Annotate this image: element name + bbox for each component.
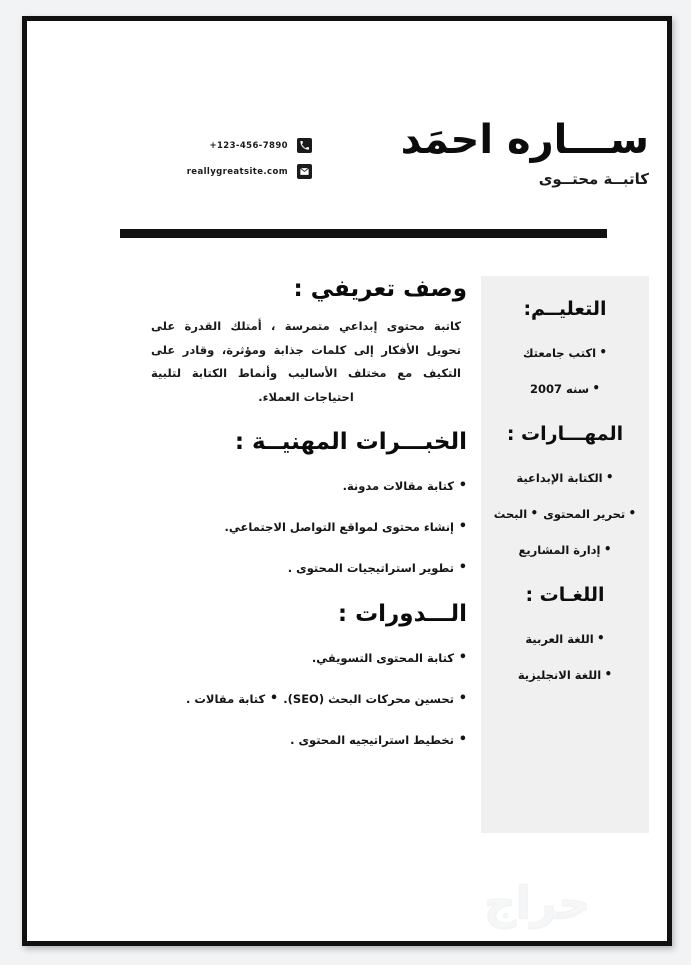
sidebar-section-education [491,298,639,397]
list-item: • إدارة المشاريع [519,543,612,558]
contact-phone-text: +123-456-7890 [209,140,288,151]
heading-experience: الخبـــرات المهنيــة : [234,429,467,456]
courses-list [145,647,467,748]
section-summary [145,276,467,409]
list-item: • تخطيط استراتيجيه المحتوى . [290,732,467,748]
contact-phone-row [162,138,312,153]
list-item: • اللغة الانجليزية [518,668,612,683]
sidebar-heading-education: التعليــم: [523,298,607,320]
resume-page [27,21,667,941]
name-block [319,119,649,188]
resume-body [27,236,667,941]
watermark-text: حراج [484,878,590,929]
main-column [145,276,467,760]
candidate-job-title: كاتبــة محتــوى [538,170,649,188]
languages-list [491,628,639,683]
education-list [491,342,639,397]
contact-website-text: reallygreatsite.com [186,166,288,177]
list-item: • تحسين محركات البحث (SEO). [283,691,467,707]
list-item: • البحث [494,507,538,522]
envelope-icon [297,164,312,179]
section-experience [145,429,467,576]
sidebar-section-skills [491,423,639,558]
sidebar-heading-skills: المهـــارات : [506,422,624,445]
skills-list [491,467,639,558]
sidebar-heading-languages: اللغـات : [525,583,605,606]
contact-info-block [162,138,312,190]
list-item: • اللغة العربية [525,632,604,647]
sidebar-panel [481,276,649,833]
list-item: • تحرير المحتوى [543,507,636,522]
list-item: • كتابة مقالات . [186,691,278,707]
list-item: • إنشاء محتوى لمواقع التواصل الاجتماعي. [225,519,467,535]
list-item: • سنه 2007 [530,382,600,397]
experience-list [145,475,467,576]
list-item: • الكتابة الإبداعية [516,471,613,486]
candidate-name: ســـاره احمَد [400,117,649,163]
list-item: • كتابة المحتوى التسويقي. [312,650,467,666]
phone-icon [297,138,312,153]
list-item: • اكتب جامعتك [523,346,607,361]
list-item: • تطوير استراتيجيات المحتوى . [288,560,467,576]
heading-courses: الـــدورات : [337,600,467,627]
list-item: • كتابة مقالات مدونة. [343,478,467,494]
sidebar-section-languages [491,584,639,683]
resume-header [27,21,667,236]
summary-paragraph: كاتبة محتوى إبداعي متمرسة ، أمتلك القدرة على تحويل الأفكار إلى كلمات جذابة ومؤثرة، وقادر على التكيف مع مختلف الأساليب وأنماط الكتابة لتلبية احتياجات العملاء. [151,319,461,404]
section-courses [145,601,467,748]
heading-summary: وصف تعريفي : [293,276,467,302]
contact-website-row [162,164,312,179]
document-frame [22,16,672,946]
